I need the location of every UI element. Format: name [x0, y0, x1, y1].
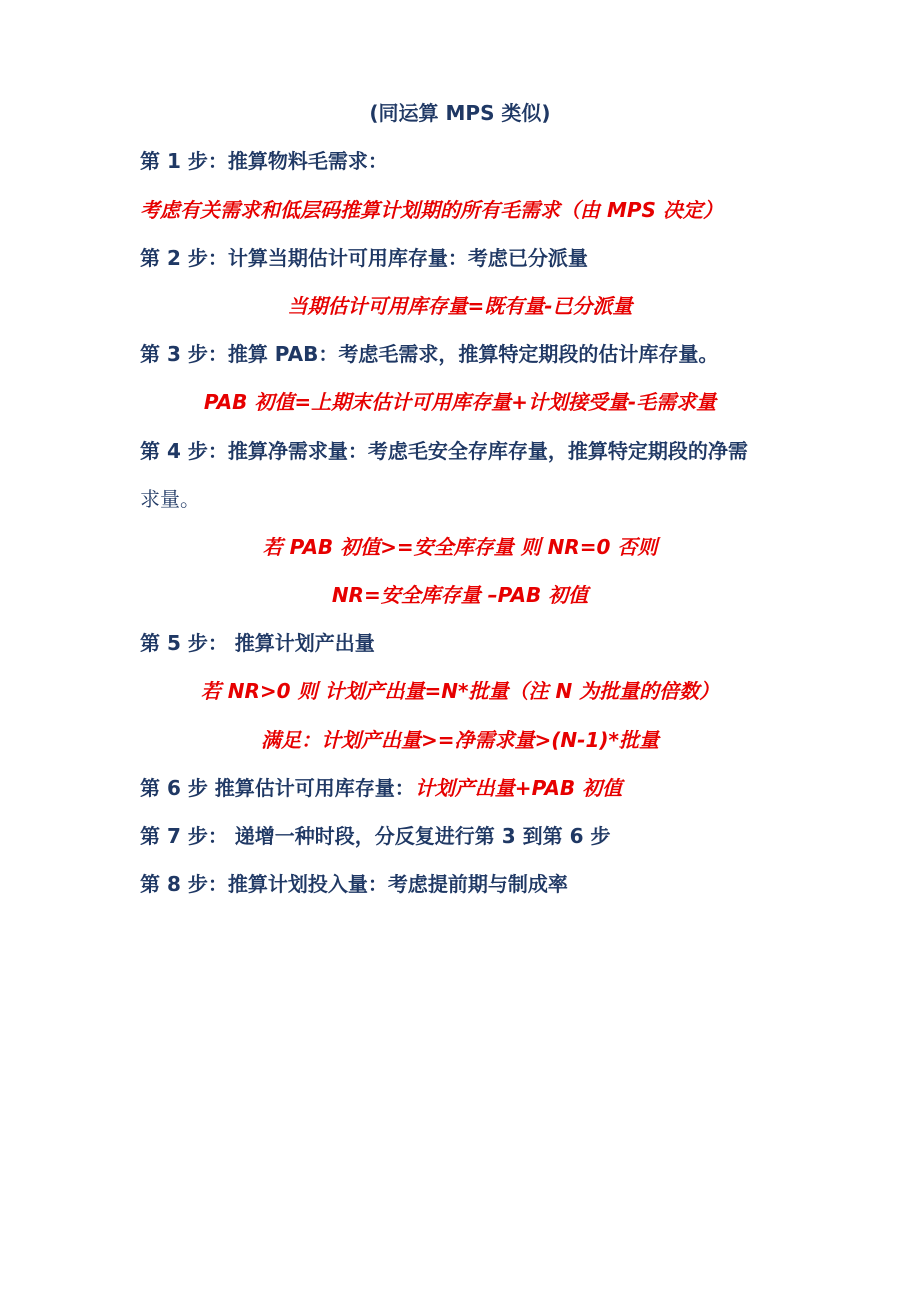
step-6-heading: 第 6 步 推算估计可用库存量： [140, 776, 415, 800]
step-4-formula-condition: 若 PAB 初值>=安全库存量 则 NR=0 否则 [262, 535, 658, 559]
step-5-formula-constraint: 满足：计划产出量>=净需求量>(N-1)*批量 [261, 728, 659, 752]
step-8-heading: 第 8 步：推算计划投入量：考虑提前期与制成率 [140, 872, 568, 896]
step-1-heading: 第 1 步：推算物料毛需求： [140, 149, 388, 173]
step-2-formula: 当期估计可用库存量=既有量-已分派量 [287, 294, 633, 318]
step-5-heading: 第 5 步： 推算计划产出量 [140, 631, 375, 655]
step-4-heading: 第 4 步：推算净需求量：考虑毛安全存库存量，推算特定期段的净需 [140, 439, 748, 463]
step-2-heading: 第 2 步：计算当期估计可用库存量：考虑已分派量 [140, 246, 588, 270]
step-5-formula-rule: 若 NR>0 则 计划产出量=N*批量（注 N 为批量的倍数） [200, 679, 720, 703]
step-3-heading: 第 3 步：推算 PAB：考虑毛需求，推算特定期段的估计库存量。 [140, 342, 719, 366]
step-4-heading-continued: 求量。 [140, 487, 200, 511]
step-7-heading: 第 7 步： 递增一种时段，分反复进行第 3 到第 6 步 [140, 824, 611, 848]
section-title: (同运算 MPS 类似) [369, 101, 551, 125]
step-4-formula-else: NR=安全库存量 –PAB 初值 [331, 583, 589, 607]
step-1-formula: 考虑有关需求和低层码推算计划期的所有毛需求（由 MPS 决定） [140, 198, 723, 222]
step-6-formula: 计划产出量+PAB 初值 [414, 776, 623, 800]
step-6-line [140, 776, 622, 800]
step-3-formula: PAB 初值=上期末估计可用库存量+计划接受量-毛需求量 [203, 390, 717, 414]
